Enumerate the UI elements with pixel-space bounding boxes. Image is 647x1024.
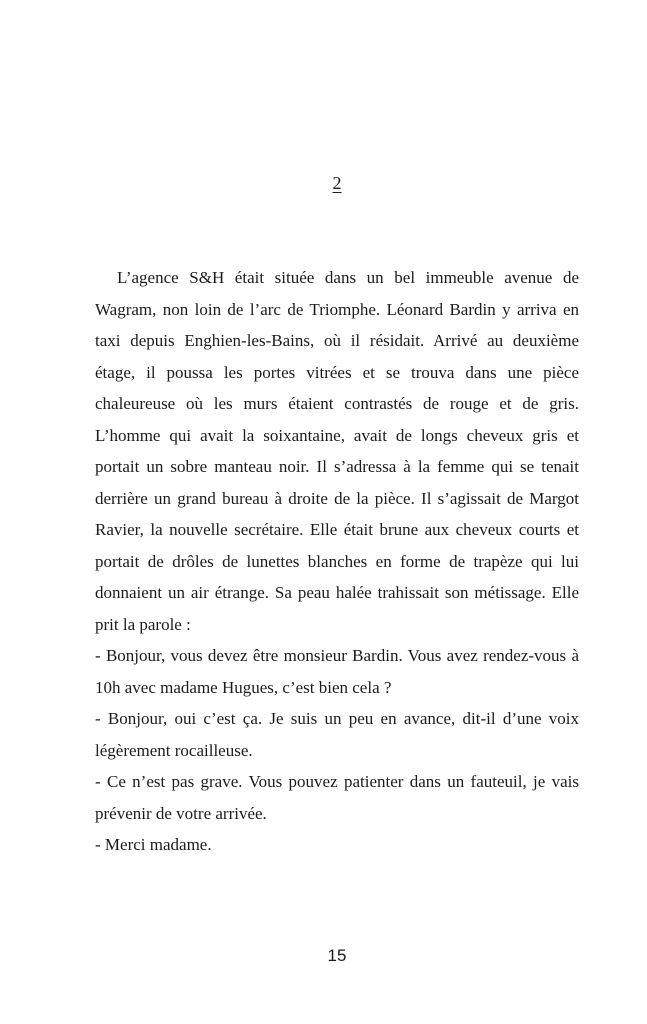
chapter-heading	[95, 172, 579, 194]
page-number: 15	[327, 946, 347, 965]
dialogue-line-4: - Merci madame.	[95, 835, 212, 854]
page-body	[95, 262, 579, 861]
chapter-number: 2	[332, 173, 342, 193]
dialogue-block	[95, 640, 579, 861]
dialogue-line-2: - Bonjour, oui c’est ça. Je suis un peu en avance, dit-il d’une voix légèrement rocailleuse.	[95, 709, 579, 760]
narrative-paragraph: L’agence S&H était située dans un bel immeuble avenue de Wagram, non loin de l’arc de Triomphe. Léonard Bardin y arriva en taxi depuis Enghien-les-Bains, où il résidait. Arrivé au deuxième étage, il poussa les portes vitrées et se trouva dans une pièce chaleureuse où les murs étaient contrastés de rouge et de gris. L’homme qui avait la soixantaine, avait de longs cheveux gris et portait un sobre manteau noir. Il s’adressa à la femme qui se tenait derrière un grand bureau à droite de la pièce. Il s’agissait de Margot Ravier, la nouvelle secrétaire. Elle était brune aux cheveux courts et portait de drôles de lunettes blanches en forme de trapèze qui lui donnaient un air étrange. Sa peau halée trahissait son métissage. Elle prit la parole :	[95, 268, 579, 634]
dialogue-line-1: - Bonjour, vous devez être monsieur Bardin. Vous avez rendez-vous à 10h avec madame Hugues, c’est bien cela ?	[95, 646, 579, 697]
dialogue-line-3: - Ce n’est pas grave. Vous pouvez patienter dans un fauteuil, je vais prévenir de votre arrivée.	[95, 772, 579, 823]
